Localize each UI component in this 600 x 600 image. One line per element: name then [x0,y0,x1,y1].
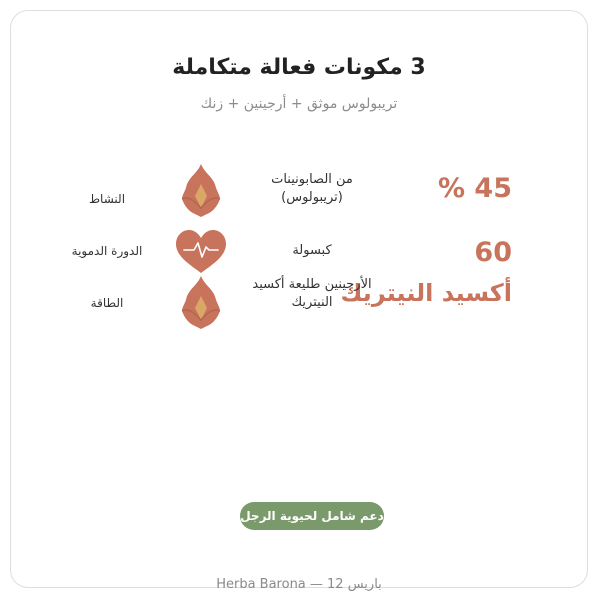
leaf-icon [174,274,228,330]
support-cta-button[interactable]: دعم شامل لحيوية الرجل [240,502,384,530]
heart-pulse-icon [174,223,228,279]
leaf-icon [174,162,228,218]
footer-brand-text: Herba Barona — 12 باريس [216,577,382,592]
content-card [10,10,588,592]
stat-value-capsules: 60 [474,237,512,268]
stat-description-arginine: الأرجينين طليعة أكسيد النيتريك [252,277,372,310]
benefit-label-energy: الطاقة [90,296,124,310]
stat-description-capsules: كبسولة [292,243,332,258]
stat-description-saponins: من الصابونينات (تريبولوس) [271,172,353,205]
stat-value-nitric-oxide: أكسيد النيتريك [340,279,512,307]
page-subtitle: تريبولوس موثق + أرجينين + زنك [200,96,398,112]
benefit-label-circulation: الدورة الدموية [71,244,143,258]
page-title: 3 مكونات فعالة متكاملة [172,55,426,80]
stat-value-saponins: 45 % [437,173,512,204]
benefit-label-activity: النشاط [88,192,126,206]
